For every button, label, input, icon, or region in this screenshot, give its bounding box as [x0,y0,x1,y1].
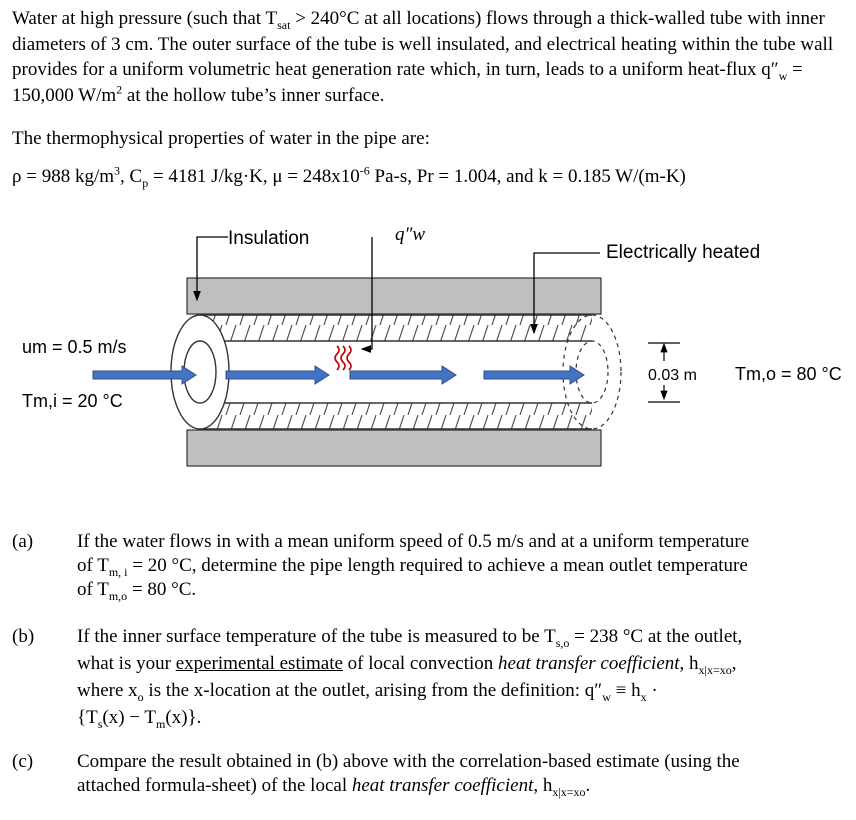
um-label: um = 0.5 m/s [22,337,127,357]
flow-arrow-1 [226,366,329,384]
flow-arrow-2 [350,366,456,384]
diameter-label: 0.03 m [648,367,697,384]
question-b: (b) If the inner surface temperature of the tube is measured to be $T_{s,o} = 238$ °C at the outlet, what is your experimental estimate of local convection heat transfer coefficient, $h_{x|x=xo}$, where $x_o$ is the x-location at the outlet, arising from the definition: $q''_w \equiv h_x$ · $\{T_s(x) - T_m(x)\}$. [0,623,856,733]
tube-wall-bottom [200,403,592,429]
tmo-label: Tm,o = 80 °C [735,364,842,384]
properties-line: ρ = 988 $kg/m^3$, $C_p = 4181$ J/kg·K, $\mu = 248x10^{-6}$ Pa-s, Pr = 1.004, and k = 0.185 W/(m-K) [12,163,686,190]
question-c-label: (c) [12,751,34,772]
tube-wall-top [200,315,592,341]
qw-label: q″w [395,224,426,245]
problem-statement: Water at high pressure (such that $T_{sat} > 240^\circ C$ at all locations) flows through a thick-walled tube with inner diameters of 3 cm. The outer surface of the tube is well insulated, and electrical heating within the tube wall provides for a uniform volumetric heat generation rate which, in turn, leads to a uniform heat-flux $q''_w = 150,000$ $W/m^2$ at the hollow tube’s inner surface. [12,8,834,106]
question-b-label: (b) [12,626,35,647]
heated-label: Electrically heated [606,242,761,263]
question-a-label: (a) [12,531,34,552]
tmi-label: Tm,i = 20 °C [22,391,123,411]
flow-arrow-3 [484,366,584,384]
insulation-label: Insulation [228,228,310,249]
properties-heading: The thermophysical properties of water in the pipe are: [12,128,430,149]
question-a: (a) If the water flows in with a mean uniform speed of 0.5 m/s and at a uniform temperature of $T_{m, i} = 20$ °C, determine the pipe length required to achieve a mean outlet temperature of $T_{m,o} = 80$ °C. [12,531,750,603]
tube-diagram [0,205,856,485]
tube-outlet-inner [576,341,608,403]
heat-flux-icon [335,346,351,370]
insulation-bottom [187,430,601,466]
insulation-top [187,278,601,314]
question-c: (c) Compare the result obtained in (b) above with the correlation-based estimate (using the attached formula-sheet) of the local heat transfer coefficient, $h_{x|x=xo}$. [12,751,740,799]
